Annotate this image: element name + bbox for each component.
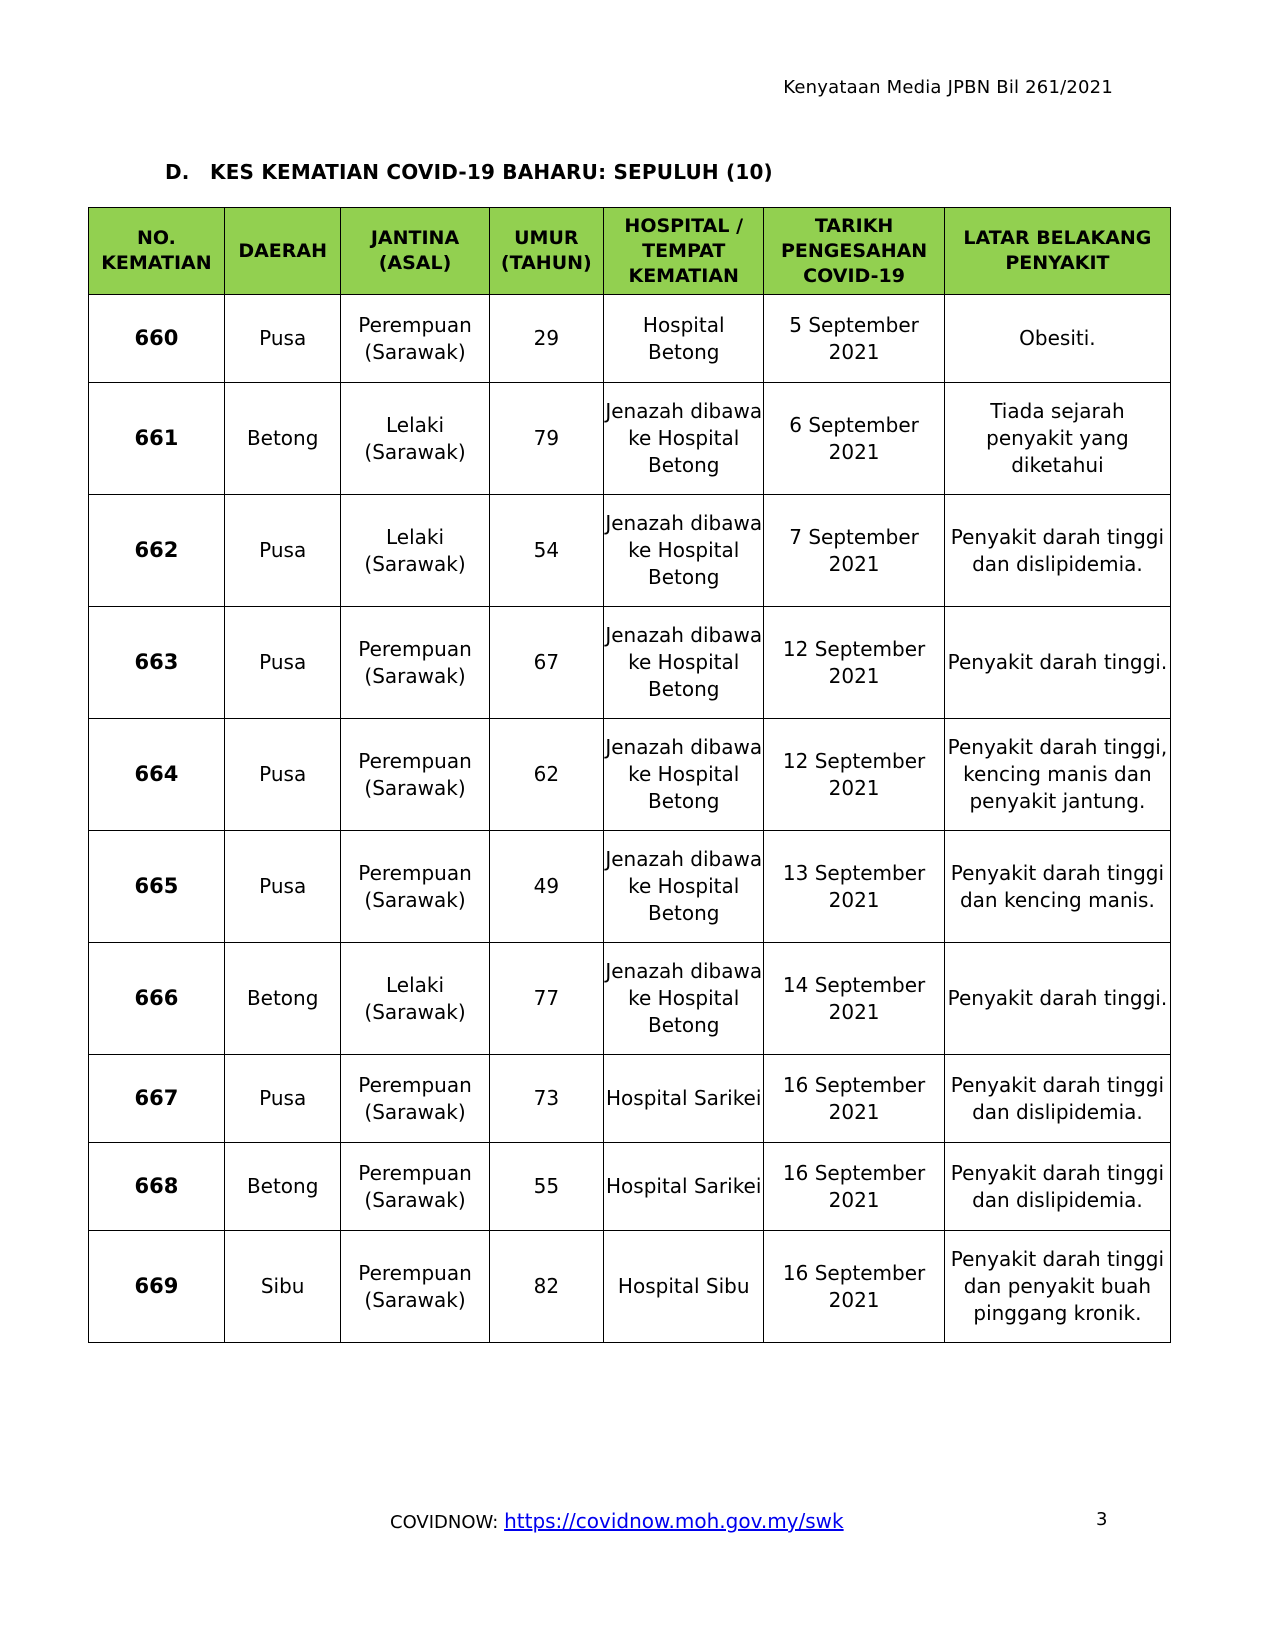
place-of-death-cell: Hospital Sarikei (604, 1055, 764, 1143)
confirmation-date-cell: 16 September 2021 (764, 1143, 945, 1231)
place-of-death-cell: Jenazah dibawa ke Hospital Betong (604, 607, 764, 719)
gender-cell: Perempuan (Sarawak) (341, 1143, 489, 1231)
gender-cell: Perempuan (Sarawak) (341, 719, 489, 831)
place-of-death-cell: Jenazah dibawa ke Hospital Betong (604, 831, 764, 943)
confirmation-date-cell: 14 September 2021 (764, 943, 945, 1055)
section-title: KES KEMATIAN COVID-19 BAHARU: SEPULUH (10) (210, 160, 773, 184)
age-cell: 29 (489, 295, 604, 383)
document-reference: Kenyataan Media JPBN Bil 261/2021 (783, 77, 1113, 98)
comorbidity-cell: Tiada sejarah penyakit yang diketahui (944, 383, 1170, 495)
comorbidity-cell: Penyakit darah tinggi dan penyakit buah pinggang kronik. (944, 1231, 1170, 1343)
table-row (89, 607, 1171, 719)
age-cell: 79 (489, 383, 604, 495)
district-cell: Pusa (224, 1055, 341, 1143)
district-cell: Betong (224, 383, 341, 495)
covidnow-link[interactable]: https://covidnow.moh.gov.my/swk (504, 1509, 844, 1533)
gender-cell: Perempuan (Sarawak) (341, 1055, 489, 1143)
confirmation-date-cell: 16 September 2021 (764, 1055, 945, 1143)
death-number-cell: 666 (89, 943, 225, 1055)
district-cell: Pusa (224, 607, 341, 719)
district-cell: Betong (224, 943, 341, 1055)
death-number-cell: 665 (89, 831, 225, 943)
place-of-death-cell: Hospital Sarikei (604, 1143, 764, 1231)
table-row (89, 495, 1171, 607)
district-cell: Betong (224, 1143, 341, 1231)
confirmation-date-cell: 7 September 2021 (764, 495, 945, 607)
comorbidity-cell: Penyakit darah tinggi dan kencing manis. (944, 831, 1170, 943)
place-of-death-cell: Jenazah dibawa ke Hospital Betong (604, 383, 764, 495)
comorbidity-cell: Penyakit darah tinggi. (944, 607, 1170, 719)
death-number-cell: 660 (89, 295, 225, 383)
table-row (89, 383, 1171, 495)
age-cell: 49 (489, 831, 604, 943)
table-row (89, 295, 1171, 383)
district-cell: Pusa (224, 831, 341, 943)
district-cell: Sibu (224, 1231, 341, 1343)
gender-cell: Lelaki (Sarawak) (341, 495, 489, 607)
section-heading (165, 160, 773, 184)
comorbidity-cell: Penyakit darah tinggi. (944, 943, 1170, 1055)
column-header: DAERAH (224, 208, 341, 295)
age-cell: 62 (489, 719, 604, 831)
gender-cell: Perempuan (Sarawak) (341, 607, 489, 719)
gender-cell: Lelaki (Sarawak) (341, 383, 489, 495)
gender-cell: Perempuan (Sarawak) (341, 295, 489, 383)
page-number: 3 (1096, 1509, 1108, 1530)
age-cell: 54 (489, 495, 604, 607)
comorbidity-cell: Penyakit darah tinggi, kencing manis dan penyakit jantung. (944, 719, 1170, 831)
death-number-cell: 661 (89, 383, 225, 495)
comorbidity-cell: Penyakit darah tinggi dan dislipidemia. (944, 1143, 1170, 1231)
place-of-death-cell: Jenazah dibawa ke Hospital Betong (604, 943, 764, 1055)
confirmation-date-cell: 6 September 2021 (764, 383, 945, 495)
column-header: TARIKH PENGESAHAN COVID-19 (764, 208, 945, 295)
death-number-cell: 662 (89, 495, 225, 607)
age-cell: 67 (489, 607, 604, 719)
table-row (89, 719, 1171, 831)
column-header: LATAR BELAKANG PENYAKIT (944, 208, 1170, 295)
age-cell: 77 (489, 943, 604, 1055)
place-of-death-cell: Jenazah dibawa ke Hospital Betong (604, 719, 764, 831)
comorbidity-cell: Obesiti. (944, 295, 1170, 383)
footer (390, 1509, 844, 1533)
confirmation-date-cell: 12 September 2021 (764, 719, 945, 831)
district-cell: Pusa (224, 719, 341, 831)
place-of-death-cell: Hospital Betong (604, 295, 764, 383)
death-number-cell: 667 (89, 1055, 225, 1143)
table-row (89, 943, 1171, 1055)
district-cell: Pusa (224, 295, 341, 383)
column-header: UMUR (TAHUN) (489, 208, 604, 295)
confirmation-date-cell: 5 September 2021 (764, 295, 945, 383)
death-number-cell: 664 (89, 719, 225, 831)
table-row (89, 1055, 1171, 1143)
gender-cell: Perempuan (Sarawak) (341, 831, 489, 943)
death-number-cell: 663 (89, 607, 225, 719)
section-letter: D. (165, 160, 190, 184)
confirmation-date-cell: 13 September 2021 (764, 831, 945, 943)
column-header: HOSPITAL / TEMPAT KEMATIAN (604, 208, 764, 295)
footer-label: COVIDNOW: (390, 1512, 505, 1533)
place-of-death-cell: Jenazah dibawa ke Hospital Betong (604, 495, 764, 607)
table-header-row (89, 208, 1171, 295)
table-row (89, 1231, 1171, 1343)
deaths-table (88, 207, 1171, 1343)
gender-cell: Lelaki (Sarawak) (341, 943, 489, 1055)
column-header: JANTINA (ASAL) (341, 208, 489, 295)
age-cell: 82 (489, 1231, 604, 1343)
comorbidity-cell: Penyakit darah tinggi dan dislipidemia. (944, 1055, 1170, 1143)
age-cell: 73 (489, 1055, 604, 1143)
column-header: NO. KEMATIAN (89, 208, 225, 295)
confirmation-date-cell: 16 September 2021 (764, 1231, 945, 1343)
comorbidity-cell: Penyakit darah tinggi dan dislipidemia. (944, 495, 1170, 607)
table-row (89, 1143, 1171, 1231)
death-number-cell: 669 (89, 1231, 225, 1343)
gender-cell: Perempuan (Sarawak) (341, 1231, 489, 1343)
death-number-cell: 668 (89, 1143, 225, 1231)
place-of-death-cell: Hospital Sibu (604, 1231, 764, 1343)
age-cell: 55 (489, 1143, 604, 1231)
table-row (89, 831, 1171, 943)
district-cell: Pusa (224, 495, 341, 607)
confirmation-date-cell: 12 September 2021 (764, 607, 945, 719)
